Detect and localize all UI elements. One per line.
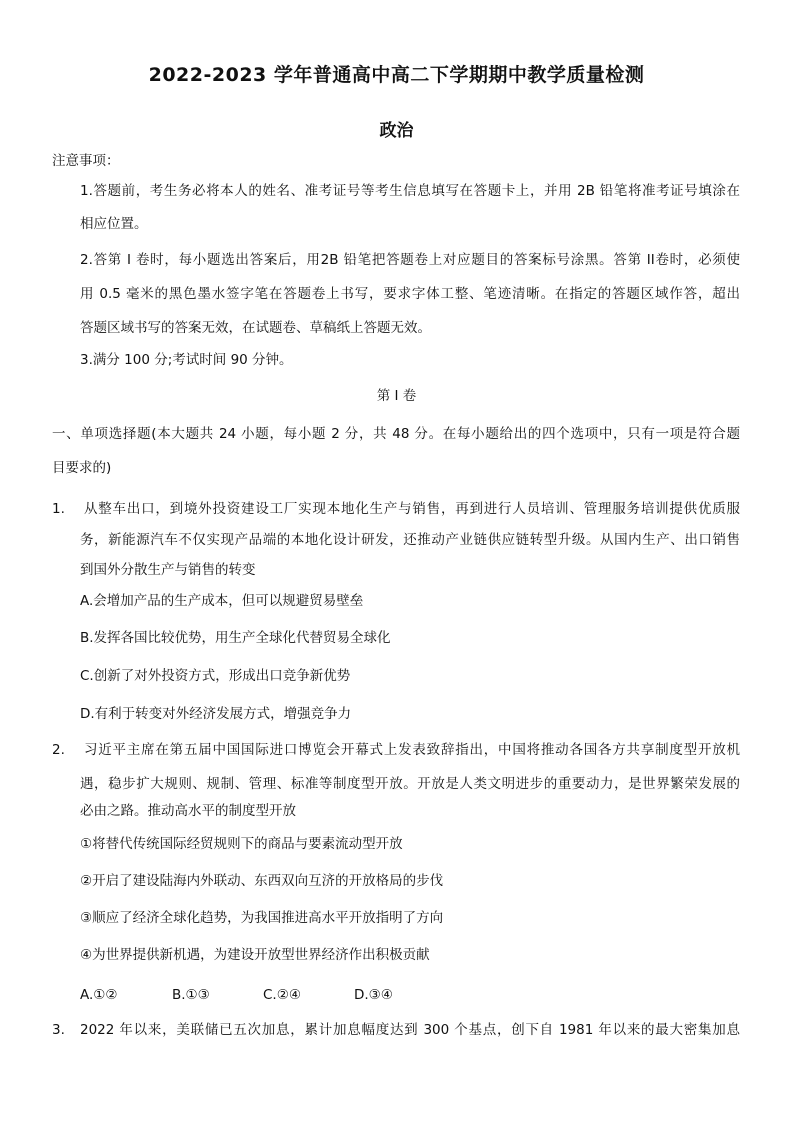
question-stem: 遇，稳步扩大规则、规制、管理、标准等制度型开放。开放是人类文明进步的重要动力，是世界繁荣发展的 [80, 776, 740, 792]
notice-line: 2.答第 I 卷时，每小题选出答案后，用2B 铅笔把答题卷上对应题目的答案标号涂黑。答第 II卷时，必须使 [80, 252, 740, 268]
statement-item: ③顺应了经济全球化趋势，为我国推进高水平开放指明了方向 [80, 910, 444, 926]
answer-option: C.②④ [263, 987, 301, 1003]
answer-option: C.创新了对外投资方式，形成出口竞争新优势 [80, 668, 351, 684]
statement-item: ②开启了建设陆海内外联动、东西双向互济的开放格局的步伐 [80, 873, 444, 889]
notice-line: 答题区域书写的答案无效，在试题卷、草稿纸上答题无效。 [80, 320, 431, 336]
question-stem: 习近平主席在第五届中国国际进口博览会开幕式上发表致辞指出，中国将推动各国各方共享制度型开放机 [84, 742, 740, 758]
answer-option: A.①② [80, 987, 118, 1003]
statement-item: ④为世界提供新机遇，为建设开放型世界经济作出积极贡献 [80, 947, 430, 963]
answer-option: B.发挥各国比较优势，用生产全球化代替贸易全球化 [80, 630, 391, 646]
answer-options-row [80, 986, 393, 1004]
question-stem: 务，新能源汽车不仅实现产品端的本地化设计研发，还推动产业链供应链转型升级。从国内生产、出口销售 [80, 532, 740, 548]
question-stem: 从整车出口，到境外投资建设工厂实现本地化生产与销售，再到进行人员培训、管理服务培训提供优质服 [84, 501, 740, 517]
question-stem: 必由之路。推动高水平的制度型开放 [80, 803, 296, 819]
answer-option: D.有利于转变对外经济发展方式，增强竞争力 [80, 706, 352, 722]
question-stem: 2022 年以来，美联储已五次加息，累计加息幅度达到 300 个基点，创下自 1981 年以来的最大密集加息 [80, 1022, 740, 1038]
notice-line: 1.答题前，考生务必将本人的姓名、准考证号等考生信息填写在答题卡上，并用 2B 铅笔将准考证号填涂在 [80, 183, 740, 199]
notice-heading: 注意事项： [52, 153, 120, 169]
question-stem: 到国外分散生产与销售的转变 [80, 562, 256, 578]
answer-option: A.会增加产品的生产成本，但可以规避贸易壁垒 [80, 593, 364, 609]
section-heading: 目要求的) [52, 460, 112, 476]
volume-heading: 第 I 卷 [376, 388, 417, 404]
question-number: 3. [52, 1022, 65, 1038]
notice-line: 相应位置。 [80, 216, 148, 232]
subject-title: 政治 [379, 121, 414, 141]
exam-title: 2022-2023 学年普通高中高二下学期期中教学质量检测 [148, 64, 645, 86]
question-number: 1. [52, 501, 65, 517]
notice-line: 用 0.5 毫米的黑色墨水签字笔在答题卷上书写，要求字体工整、笔迹清晰。在指定的答题区域作答，超出 [80, 286, 740, 302]
answer-option: D.③④ [354, 987, 393, 1003]
statement-item: ①将替代传统国际经贸规则下的商品与要素流动型开放 [80, 836, 403, 852]
section-heading: 一、单项选择题(本大题共 24 小题，每小题 2 分，共 48 分。在每小题给出的四个选项中，只有一项是符合题 [52, 426, 740, 442]
notice-line: 3.满分 100 分;考试时间 90 分钟。 [80, 352, 293, 368]
question-number: 2. [52, 742, 65, 758]
answer-option: B.①③ [172, 987, 210, 1003]
